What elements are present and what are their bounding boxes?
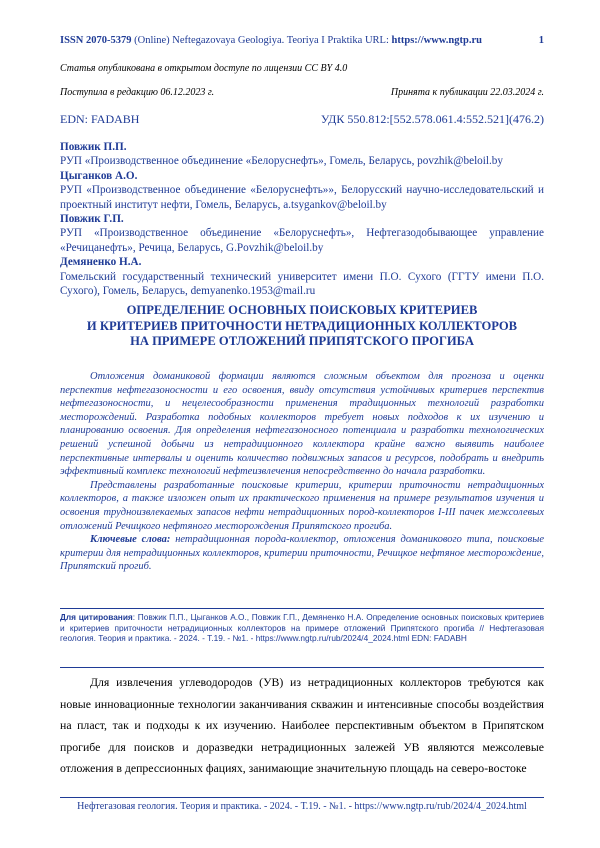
license-note: Статья опубликована в открытом доступе по лицензии CC BY 4.0: [60, 63, 348, 74]
dates-row: [60, 87, 544, 98]
author-name: Повжик Г.П.: [60, 213, 124, 226]
citation-label: Для цитирования: [60, 612, 133, 622]
keywords: [60, 533, 544, 574]
title-line: И КРИТЕРИЕВ ПРИТОЧНОСТИ НЕТРАДИЦИОННЫХ КОЛЛЕКТОРОВ: [86, 318, 518, 333]
authors-block: [60, 140, 544, 298]
journal-url[interactable]: https://www.ngtp.ru: [391, 35, 482, 46]
abstract: [60, 370, 544, 574]
citation-text: : Повжик П.П., Цыганков А.О., Повжик Г.П., Демяненко Н.А. Определение основных поисковых критериев и критериев приточности нетрадиционных коллекторов на примере отложений Припятского прогиба // Нефтегазовая геология. Теория и практика. - 2024. - Т.19. - №1. - https://www.ngtp.ru/rub/2024/4_2024.html EDN: FADABH: [60, 612, 544, 644]
keywords-text: нетрадиционная порода-коллектор, отложения доманикового типа, поисковые критерии для нетрадиционных коллекторов, критерии приточности, Речицкое нефтяное месторождение, Припятский прогиб.: [60, 534, 545, 573]
footer-divider: [60, 797, 544, 798]
abstract-paragraph: Представлены разработанные поисковые критерии, критерии приточности нетрадиционных коллекторов, а также изложен опыт их практического применения на примере результатов изучения и освоения трудноизвлекаемых запасов нефти нетрадиционных пород-коллекторов I-III пачек межсолевых отложений Речицкого нефтяного месторождения Припятского прогиба.: [60, 479, 544, 532]
journal-header: [60, 35, 544, 46]
udk: УДК 550.812:[552.578.061.4:552.521](476.2): [320, 112, 544, 126]
author-affiliation: РУП «Производственное объединение «Белоруснефть»», Белорусский научно-исследовательский и проектный институт нефти, Гомель, Беларусь, a.tsygankov@beloil.by: [60, 184, 544, 211]
body-text: [60, 672, 544, 780]
citation-block: [60, 612, 544, 644]
article-title: [60, 303, 544, 350]
author-affiliation: РУП «Производственное объединение «Белоруснефть», Гомель, Беларусь, povzhik@beloil.by: [60, 155, 503, 168]
author-name: Повжик П.П.: [60, 141, 127, 153]
edn: EDN: FADABH: [60, 112, 140, 126]
title-line: НА ПРИМЕРЕ ОТЛОЖЕНИЙ ПРИПЯТСКОГО ПРОГИБА: [130, 334, 474, 348]
page-footer: Нефтегазовая геология. Теория и практика. - 2024. - Т.19. - №1. - https://www.ngtp.ru/rub/2024/4_2024.html: [77, 801, 527, 812]
issn: ISSN 2070-5379: [60, 35, 132, 46]
divider: [60, 608, 544, 609]
identifiers-row: [60, 112, 544, 127]
author-affiliation: Гомельский государственный технический университет имени П.О. Сухого (ГГТУ имени П.О. Сухого), Гомель, Беларусь, demyanenko.1953@mail.ru: [60, 270, 544, 298]
divider: [60, 667, 544, 668]
journal-name: (Online) Neftegazovaya Geologiya. Teoriya I Praktika URL:: [131, 35, 392, 46]
page-number: 1: [538, 35, 544, 46]
keywords-label: Ключевые слова:: [90, 534, 171, 546]
title-line: ОПРЕДЕЛЕНИЕ ОСНОВНЫХ ПОИСКОВЫХ КРИТЕРИЕВ: [126, 303, 478, 317]
accepted-date: Принята к публикации 22.03.2024 г.: [390, 87, 544, 98]
author-affiliation: РУП «Производственное объединение «Белоруснефть», Нефтегазодобывающее управление «Речицанефть», Речица, Беларусь, G.Povzhik@beloil.by: [60, 227, 544, 254]
received-date: Поступила в редакцию 06.12.2023 г.: [60, 87, 215, 98]
body-paragraph: Для извлечения углеводородов (УВ) из нетрадиционных коллекторов требуются как новые инновационные технологии заканчивания скважин и интенсивные способы воздействия на пласт, так и подходы к их изучению. Наиболее перспективным объектом в Припятском прогибе для поисков и доразведки нетрадиционных залежей УВ являются межсолевые отложения в депрессионных фациях, занимающие значительную площадь на северо-востоке: [60, 675, 544, 775]
author-name: Демяненко Н.А.: [60, 256, 142, 269]
abstract-paragraph: Отложения доманиковой формации являются сложным объектом для прогноза и оценки перспектив нефтегазоносности и его освоения, ввиду отсутствия устойчивых критериев перспектив нефтегазоносности, и нецелесообразности применения традиционных технологий разработки месторождений. Разработка подобных коллекторов требует новых подходов к их изучению и планированию освоения. Для определения нефтегазоносного потенциала и разработки технологических решений успешной добычи из нетрадиционного коллектора крайне важно выявить наиболее перспективные интервалы и оценить количество подвижных запасов и ресурсов, подобрать и внедрить эффективный комплекс технологий нефтеизвлечения непосредственно до начала разработки.: [60, 371, 544, 478]
author-name: Цыганков А.О.: [60, 169, 138, 182]
